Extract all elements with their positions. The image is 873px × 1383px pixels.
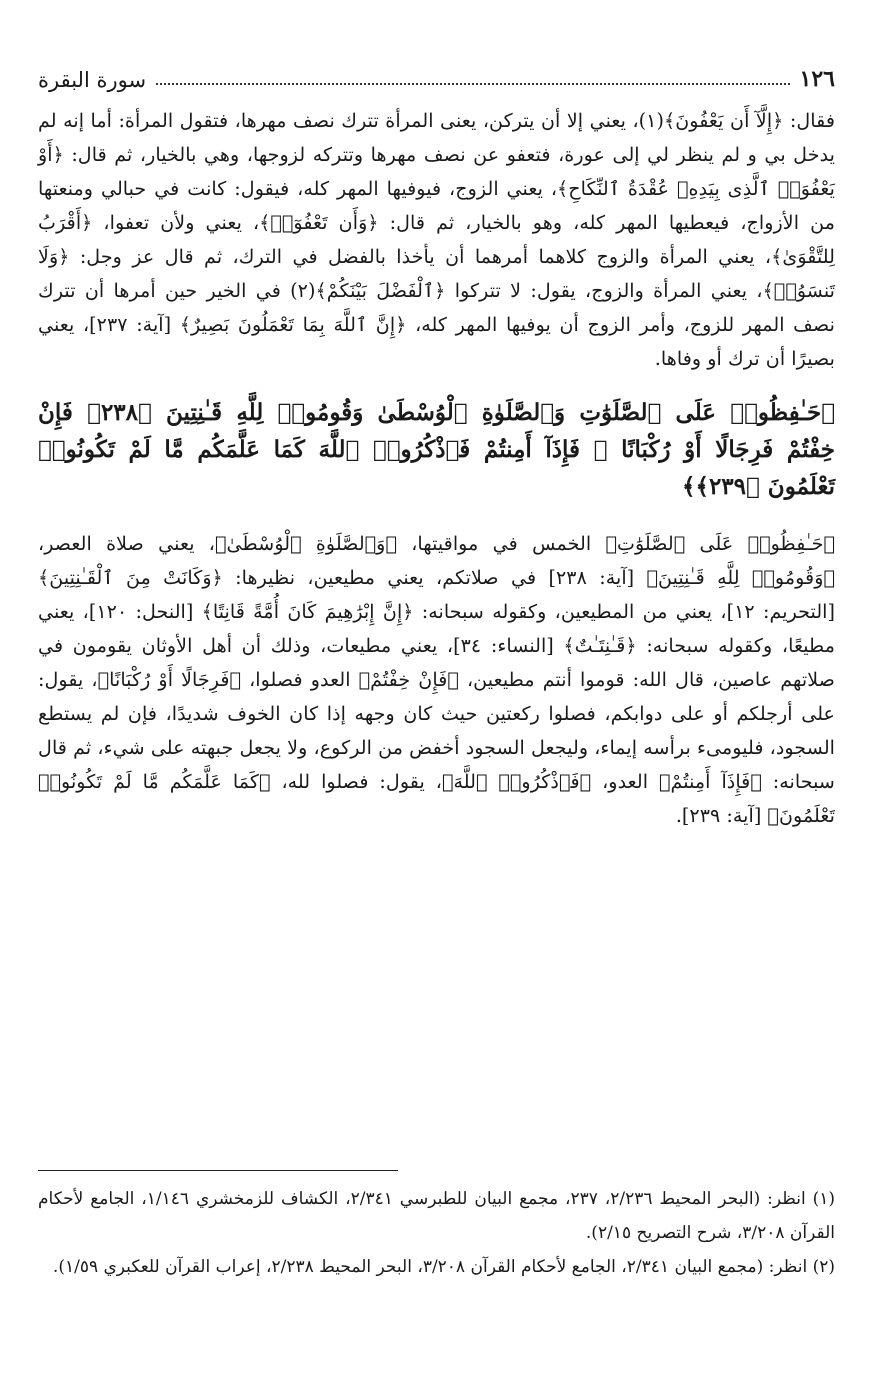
book-page <box>38 0 835 1383</box>
page-header <box>38 58 835 92</box>
page-number: ١٢٦ <box>799 66 835 92</box>
footnote-1: (١) انظر: (البحر المحيط ٢/٢٣٦، ٢٣٧، مجمع البيان للطبرسي ٢/٣٤١، الكشاف للزمخشري ١/١٤٦، الجامع لأحكام القرآن ٣/٢٠٨، شرح التصريح ٢/١٥). <box>38 1189 836 1243</box>
paragraph-tafsir-237: فقال: ﴿إِلَّآ أَن يَعْفُونَ﴾(١)، يعني إلا أن يتركن، يعنى المرأة تترك نصف مهرها، فتقول المرأة: أما إنه لم يدخل بي و لم ينظر لي إلى عورة، فتعفو عن نصف مهرها وتتركه لزوجها، وهي بالخيار، ثم قال: ﴿أَوْ يَعْفُوَا۟ ٱلَّذِى بِيَدِهِۦ عُقْدَةُ ٱلنِّكَاحِ﴾، يعني الزوج، فيوفيها المهر كله، فيقول: كانت في حبالي ومنعتها من الأزواج، فيعطيها المهر كله، وهو بالخيار، ثم قال: ﴿وَأَن تَعْفُوٓا۟﴾، يعني ولأن تعفوا، ﴿أَقْرَبُ لِلتَّقْوَىٰ﴾، يعني المرأة والزوج كلاهما أمرهما أن يأخذا بالفضل في الترك، ثم قال عز وجل: ﴿وَلَا تَنسَوُا۟﴾، يعني المرأة والزوج، يقول: لا تتركوا ﴿ٱلْفَضْلَ بَيْنَكُمْ﴾(٢) في الخير حين أمرها أن تترك نصف المهر للزوج، وأمر الزوج أن يوفيها المهر كله، ﴿إِنَّ ٱللَّهَ بِمَا تَعْمَلُونَ بَصِيرٌ﴾ [آية: ٢٣٧]، يعني بصيرًا أن ترك أو وفاها. <box>38 109 835 370</box>
paragraph-tafsir-238-239: ﴿حَـٰفِظُوا۟ عَلَى ٱلصَّلَوَٰتِ﴾ الخمس في مواقيتها، ﴿وَٱلصَّلَوٰةِ ٱلْوُسْطَىٰ﴾، يعني صلاة العصر، ﴿وَقُومُوا۟ لِلَّهِ قَـٰنِتِينَ﴾ [آية: ٢٣٨] في صلاتكم، يعني مطيعين، نظيرها: ﴿وَكَانَتْ مِنَ ٱلْقَـٰنِتِينَ﴾ [التحريم: ١٢]، يعني من المطيعين، وكقوله سبحانه: ﴿إِنَّ إِبْرَٰهِيمَ كَانَ أُمَّةً قَانِتًا﴾ [النحل: ١٢٠]، يعني مطيعًا، وكقوله سبحانه: ﴿قَـٰنِتَـٰتٌ﴾ [النساء: ٣٤]، يعني مطيعات، وذلك أن أهل الأوثان يقومون في صلاتهم عاصين، قال الله: قوموا أنتم مطيعين، ﴿فَإِنْ خِفْتُمْ﴾ العدو فصلوا، ﴿فَرِجَالًا أَوْ رُكْبَانًا﴾، يقول: على أرجلكم أو على دوابكم، فصلوا ركعتين حيث كان وجهه إذا كان الخوف شديدًا، فإن لم يستطع السجود، فليومىء برأسه إيماء، وليجعل السجود أخفض من الركوع، ولا يجعل جبهته على شيء، ثم قال سبحانه: ﴿فَإِذَآ أَمِنتُمْ﴾ العدو، ﴿فَٱذْكُرُوا۟ ٱللَّهَ﴾، يقول: فصلوا لله، ﴿كَمَا عَلَّمَكُم مَّا لَمْ تَكُونُوا۟ تَعْلَمُونَ﴾ [آية: ٢٣٩]. <box>38 532 836 827</box>
page-body <box>38 104 835 833</box>
footnote-separator <box>38 1170 398 1171</box>
quran-verse-block: ﴿حَـٰفِظُوا۟ عَلَى ٱلصَّلَوَٰتِ وَٱلصَّلَوٰةِ ٱلْوُسْطَىٰ وَقُومُوا۟ لِلَّهِ قَـٰنِتِينَ ﴿٢٣٨﴾ فَإِنْ خِفْتُمْ فَرِجَالًا أَوْ رُكْبَانًا ۖ فَإِذَآ أَمِنتُمْ فَٱذْكُرُوا۟ ٱللَّهَ كَمَا عَلَّمَكُم مَّا لَمْ تَكُونُوا۟ تَعْلَمُونَ ﴿٢٣٩﴾﴾ <box>38 399 836 500</box>
surah-title: سورة البقرة <box>38 68 147 92</box>
header-dotted-leader <box>156 83 790 85</box>
footnote-2: (٢) انظر: (مجمع البيان ٢/٣٤١، الجامع لأحكام القرآن ٣/٢٠٨، البحر المحيط ٢/٢٣٨، إعراب القرآن للعكبري ١/٥٩). <box>52 1257 835 1277</box>
footnotes <box>38 1182 835 1284</box>
